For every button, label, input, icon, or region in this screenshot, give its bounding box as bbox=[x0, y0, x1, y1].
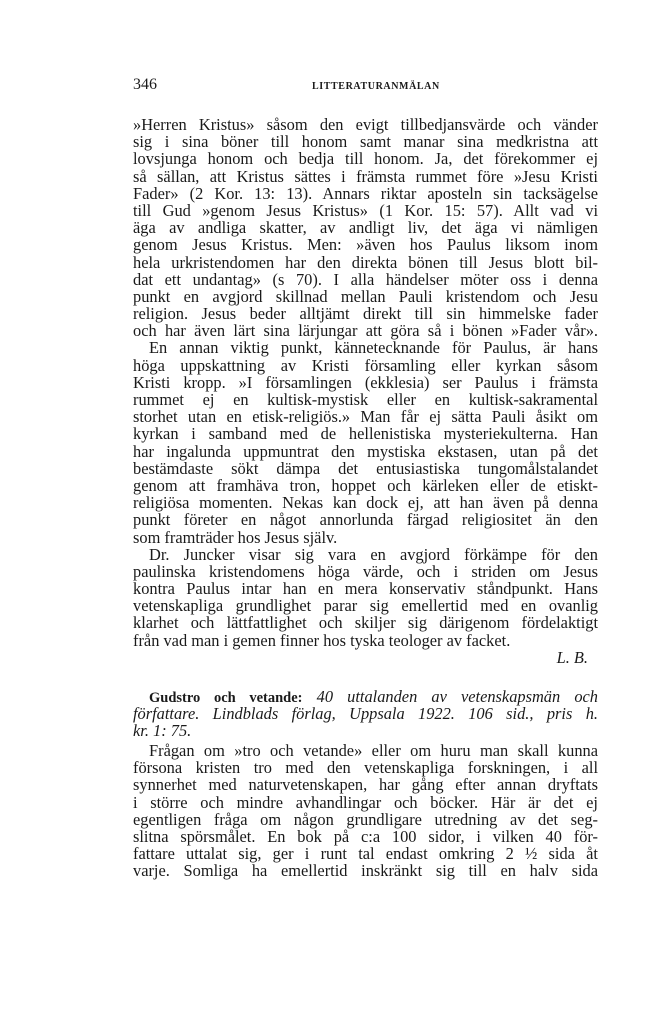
text-line: religiösa momenten. Nekas kan dock ej, att han även på denna bbox=[133, 493, 598, 513]
review-two-heading bbox=[133, 688, 598, 740]
text-line: kontra Paulus intar han en mera konservativ ståndpunkt. Hans bbox=[133, 579, 598, 599]
text-line: punkt företer en något annorlunda färgad religiositet än den bbox=[133, 510, 598, 530]
text-line: En annan viktig punkt, kännetecknande för Paulus, är hans bbox=[149, 338, 598, 358]
text-line: »Herren Kristus» såsom den evigt tillbedjansvärde och vänder bbox=[133, 115, 598, 134]
text-line: klarhet och lättfattlighet och skiljer sig därigenom fördelaktigt bbox=[133, 613, 598, 633]
text-line: har ingalunda uppmuntrat den mystiska ekstasen, utan på det bbox=[133, 441, 598, 461]
text-line: försona kristen tro med den vetenskapliga forskningen, i all bbox=[133, 758, 598, 778]
review-one-body bbox=[133, 116, 598, 666]
text-line: äga av andliga skatter, av andligt liv, det äga vi nämligen bbox=[133, 218, 598, 238]
text-line: varje. Somliga ha emellertid inskränkt sig till en halv sida bbox=[133, 861, 598, 881]
text-line: Dr. Juncker visar sig vara en avgjord förkämpe för den bbox=[149, 544, 598, 564]
text-line: som framträder hos Jesus själv. bbox=[133, 527, 338, 547]
text-line: paulinska kristendomens höga värde, och i striden om Jesus bbox=[133, 561, 598, 581]
text-line: genom att framhäva tron, hoppet och kärleken eller de etiskt- bbox=[133, 475, 598, 495]
running-head: LITTERATURANMÄLAN bbox=[312, 81, 440, 92]
text-line: bestämdaste sökt dämpa det entusiastiska tungomålstalandet bbox=[133, 458, 598, 478]
text-line: höga uppskattning av Kristi församling eller kyrkan såsom bbox=[133, 355, 598, 375]
text-line: så sällan, att Kristus sättes i främsta rummet före »Jesu Kristi bbox=[133, 166, 598, 186]
text-line: dat ett undantag» (s 70). I alla händelser möter oss i denna bbox=[133, 269, 598, 289]
text-line: genom Jesus Kristus. Men: »även hos Paulus liksom inom bbox=[133, 235, 598, 255]
text-line: hela urkristendomen har den direkta bönen till Jesus blott bil- bbox=[133, 252, 598, 272]
text-line: vetenskapliga grundlighet parar sig emellertid med en ovanlig bbox=[133, 596, 598, 616]
text-line: sig i sina böner till honom samt manar sina medkristna att bbox=[133, 132, 598, 152]
book-info: författare. Lindblads förlag, Uppsala 1922. 106 sid., pris h. bbox=[133, 704, 598, 724]
page-number: 346 bbox=[133, 76, 157, 93]
text-line: religion. Jesus beder alltjämt direkt till sin himmelske fader bbox=[133, 304, 598, 324]
review-lead: Gudstro och vetande: bbox=[149, 690, 303, 706]
text-line: slitna spörsmålet. En bok på c:a 100 sidor, i vilken 40 för- bbox=[133, 826, 598, 846]
text-line: till Gud »genom Jesus Kristus» (1 Kor. 15: 57). Allt vad vi bbox=[133, 200, 598, 220]
review-two-body bbox=[133, 742, 598, 880]
text-line: fattare uttalat sig, ger i runt tal endast omkring 2 ½ sida åt bbox=[133, 844, 598, 864]
book-price: kr. 1: 75. bbox=[133, 721, 192, 741]
text-line: i större och mindre avhandlingar och böcker. Här är det ej bbox=[133, 792, 598, 812]
text-line: Frågan om »tro och vetande» eller om huru man skall kunna bbox=[149, 741, 598, 760]
text-line: rummet ej en kultisk-mystisk eller en kultisk-sakramental bbox=[133, 390, 598, 409]
text-line: och har även lärt sina lärjungar att göra så i bönen »Fader vår». bbox=[133, 321, 598, 341]
text-line: kyrkan i samband med de hellenistiska mysteriekulterna. Han bbox=[133, 424, 598, 444]
text-line: punkt en avgjord skillnad mellan Pauli kristendom och Jesu bbox=[133, 286, 598, 306]
text-line: Kristi kropp. »I församlingen (ekklesia) ser Paulus i främsta bbox=[133, 372, 598, 392]
text-line: storhet utan en etisk-religiös.» Man får ej sätta Pauli åsikt om bbox=[133, 407, 598, 427]
signature: L. B. bbox=[556, 647, 588, 667]
book-title: 40 uttalanden av vetenskapsmän och bbox=[316, 687, 598, 706]
text-line: Fader» (2 Kor. 13: 13). Annars riktar aposteln sin tacksägelse bbox=[133, 183, 598, 203]
text-line: lovsjunga honom och bedja till honom. Ja, det förekommer ej bbox=[133, 149, 598, 169]
text-line: synnerhet med naturvetenskapen, har gång efter annan dryftats bbox=[133, 775, 598, 795]
text-line: egentligen fråga om någon grundligare utredning av det seg- bbox=[133, 809, 598, 829]
text-line: från vad man i gemen finner hos tyska teologer av facket. bbox=[133, 630, 511, 650]
